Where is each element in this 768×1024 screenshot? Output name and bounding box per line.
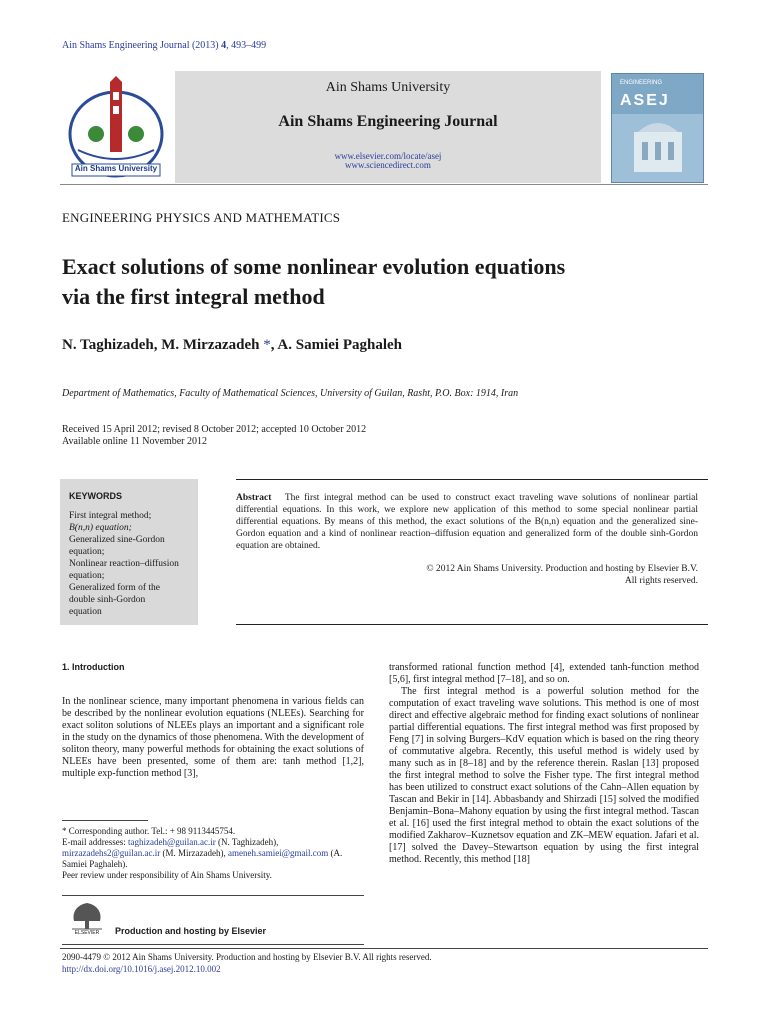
email-label: E-mail addresses: xyxy=(62,837,128,847)
journal-cover xyxy=(611,73,704,183)
keyword-item: Nonlinear reaction–diffusion xyxy=(69,559,179,569)
keyword-item: Generalized form of the xyxy=(69,583,160,593)
footnote xyxy=(62,826,364,881)
email-owner-2: (M. Mirzazadeh), xyxy=(160,848,228,858)
authors-part-2: , A. Samiei Paghaleh xyxy=(270,337,403,353)
journal-citation[interactable] xyxy=(62,40,266,51)
abstract-top-rule xyxy=(236,479,708,480)
article-dates xyxy=(62,424,366,448)
keywords-list xyxy=(69,510,199,618)
title-line-1: Exact solutions of some nonlinear evolution equations xyxy=(62,254,566,279)
section-heading: ENGINEERING PHYSICS AND MATHEMATICS xyxy=(62,210,341,225)
article-title xyxy=(62,252,702,312)
introduction-heading: 1. Introduction xyxy=(62,662,125,672)
keywords-title: KEYWORDS xyxy=(69,491,123,501)
abstract-bottom-rule xyxy=(236,624,708,625)
email-addresses xyxy=(62,837,364,870)
keyword-item: equation; xyxy=(69,547,105,557)
bottom-divider xyxy=(60,948,708,949)
cover-title: ASEJ xyxy=(620,92,670,109)
corresponding-author-note: * Corresponding author. Tel.: + 98 9113445754. xyxy=(62,826,236,836)
peer-review-note: Peer review under responsibility of Ain Shams University. xyxy=(62,870,272,880)
citation-volume: 4 xyxy=(221,40,227,51)
keyword-item: equation; xyxy=(69,571,105,581)
footnote-rule xyxy=(62,820,148,821)
keyword-item: B(n,n) equation; xyxy=(69,523,132,533)
elsevier-logo-text: ELSEVIER xyxy=(74,930,100,936)
elsevier-logo-icon xyxy=(66,899,108,939)
keyword-item: Generalized sine-Gordon xyxy=(69,535,165,545)
intro-paragraph-3: The first integral method is a powerful solution method for the computation of exact traveling wave solutions. This method is one of most direct and effective algebraic method for finding exact solutions of nonlinear partial differential equations. The first integral method was first proposed by Feng [7] in solving Burgers–KdV equation which is based on the ring theory of commutative algebra. Recently, this useful method is widely used by many such as in [8–18] and by the reference therein. Raslan [13] proposed the first integral method to solve the Fisher type. The first integral method has been utilized to construct exact solutions of the Cahn–Allen equation by Tascan and Bekir in [14]. Abbasbandy and Shirzadi [15] solved the modified Benjamin–Bona–Mahony equation by using the first integral method. Tascan et al. [16] used the first integral method to obtain the exact solutions of the modified Zakharov–Kuznetsov equation and ZK–MEW equation. Jafari et al. [17] solved the Davey–Stewartson equation by using the first integral method. Recently, this method [18] xyxy=(389,686,699,865)
citation-journal: Ain Shams Engineering Journal (2013) xyxy=(62,40,222,51)
abstract-copyright: © 2012 Ain Shams University. Production and hosting by Elsevier B.V. xyxy=(426,564,698,574)
affiliation: Department of Mathematics, Faculty of Mathematical Sciences, University of Guilan, Rasht, P.O. Box: 1914, Iran xyxy=(62,388,519,399)
journal-name: Ain Shams Engineering Journal xyxy=(278,113,498,130)
intro-right-column xyxy=(389,662,699,866)
abstract-text: The first integral method can be used to construct exact traveling wave solutions of nonlinear partial differential equations. In this work, we explore new application of this method to some special nonlinear partial differential equations. By means of this method, the exact solutions of the B(n,n) equation and the generalized sine-Gordon equation and a kind of nonlinear reaction–diffusion equation and generalized form of the double sinh-Gordon equation are obtained. xyxy=(236,493,698,551)
intro-left-column xyxy=(62,696,364,780)
logo-label: Ain Shams University xyxy=(74,164,158,173)
cover-top-text: ENGINEERING xyxy=(620,80,663,86)
citation-pages: , 493–499 xyxy=(226,40,267,51)
email-link-2[interactable]: mirzazadehs2@guilan.ac.ir xyxy=(62,848,161,858)
email-owner-3: (A. Samiei Paghaleh). xyxy=(62,848,343,869)
email-link-1[interactable]: taghizadeh@guilan.ac.ir xyxy=(127,837,216,847)
title-line-2: via the first integral method xyxy=(62,284,325,309)
doi-link[interactable]: http://dx.doi.org/10.1016/j.asej.2012.10.002 xyxy=(62,964,221,974)
available-online: Available online 11 November 2012 xyxy=(62,436,207,447)
email-link-3[interactable]: ameneh.samiei@gmail.com xyxy=(227,848,329,858)
authors-part-1: N. Taghizadeh, M. Mirzazadeh xyxy=(62,337,264,353)
cover-building-icon xyxy=(612,114,703,182)
intro-paragraph-2: transformed rational function method [4], extended tanh-function method [5,6], first integral method [7–18], and so on. xyxy=(389,662,699,685)
abstract-rights: All rights reserved. xyxy=(624,576,698,586)
issn-line: 2090-4479 © 2012 Ain Shams University. Production and hosting by Elsevier B.V. All rights reserved. xyxy=(62,952,432,962)
keyword-item: equation xyxy=(69,607,102,617)
received-dates: Received 15 April 2012; revised 8 October 2012; accepted 10 October 2012 xyxy=(62,424,367,435)
elsevier-hosting-label: Production and hosting by Elsevier xyxy=(115,926,267,936)
corresponding-author-marker[interactable]: * xyxy=(263,337,271,353)
elsevier-url[interactable]: www.elsevier.com/locate/asej xyxy=(334,151,442,161)
intro-paragraph-1: In the nonlinear science, many important phenomena in various fields can be described by the nonlinear evolution equations (NLEEs). Searching for exact soliton solutions of NLEEs plays an important and a significant role in the study on the dynamics of those phenomena. With the development of soliton theory, many powerful methods for obtaining the exact solutions of NLEEs have been presented, some of them are: tanh method [1,2], multiple exp-function method [3], xyxy=(62,696,364,779)
university-logo xyxy=(64,76,168,180)
keyword-item: First integral method; xyxy=(69,511,152,521)
author-list xyxy=(62,337,402,354)
abstract-label: Abstract xyxy=(236,493,272,503)
email-owner-1: (N. Taghizadeh), xyxy=(215,837,279,847)
keyword-item: double sinh-Gordon xyxy=(69,595,146,605)
header-divider xyxy=(60,184,708,185)
sciencedirect-url[interactable]: www.sciencedirect.com xyxy=(345,160,431,170)
abstract-block xyxy=(236,492,698,552)
university-name: Ain Shams University xyxy=(325,80,451,95)
